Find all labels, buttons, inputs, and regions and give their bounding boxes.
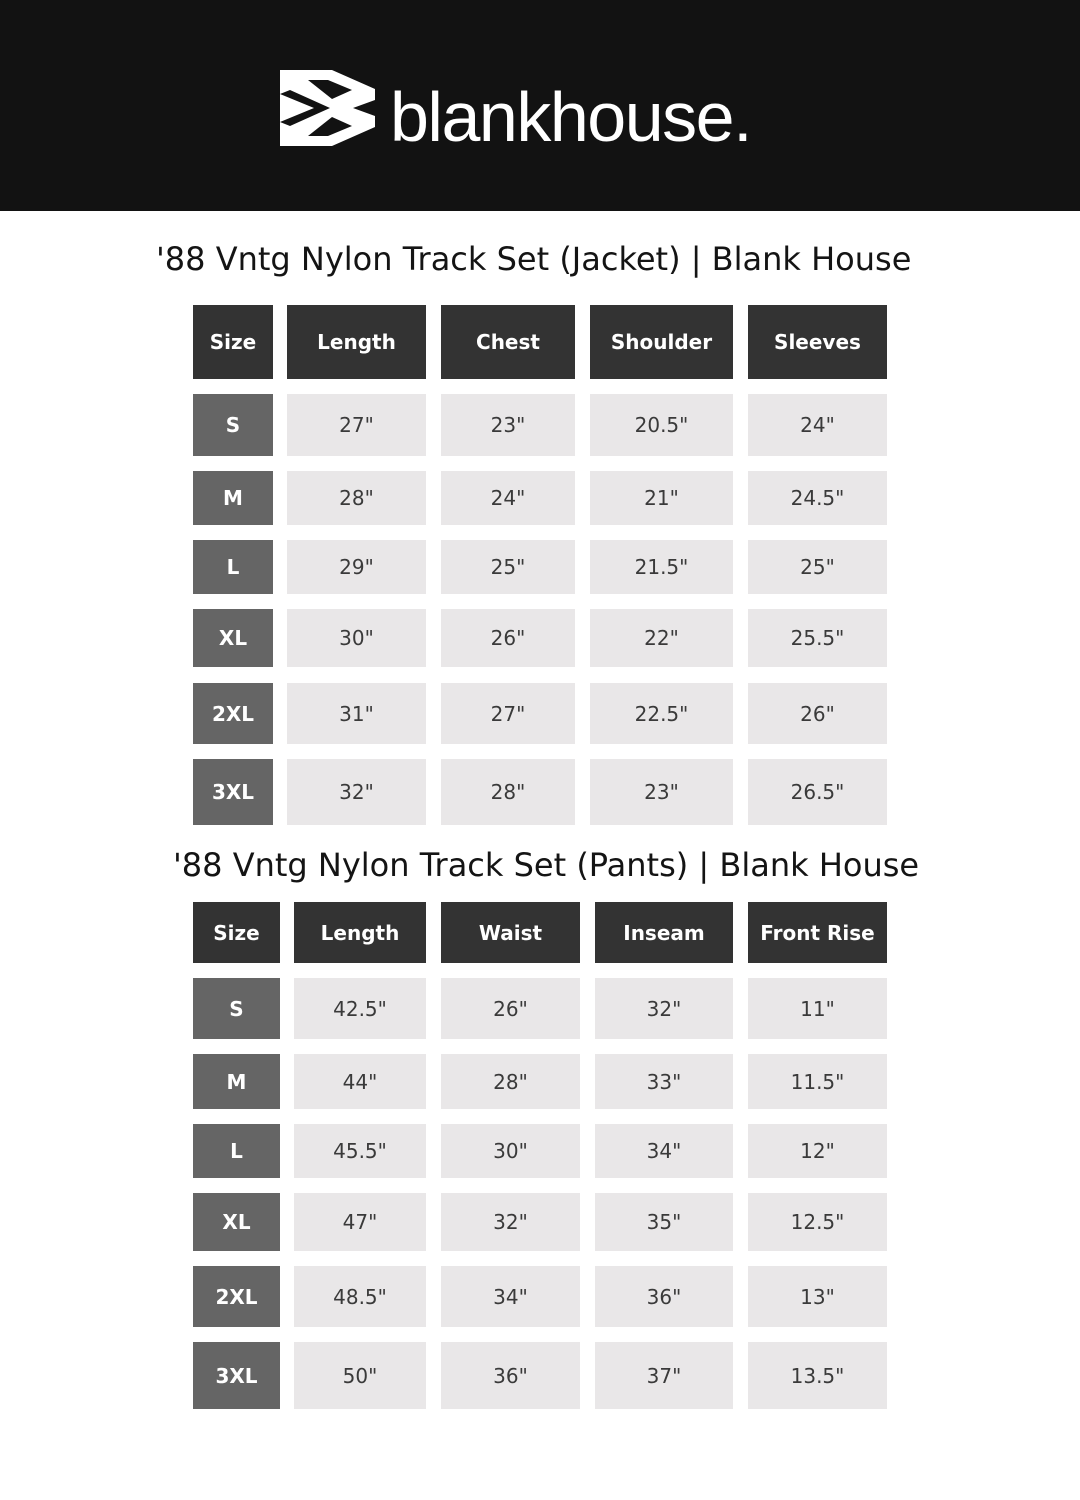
pants-size-label: 3XL [193,1342,280,1409]
jacket-measurement-cell: 24" [441,471,575,525]
pants-measurement-cell: 12.5" [748,1193,887,1251]
pants-column-header: Inseam [595,902,733,963]
blankhouse-logo-icon [280,70,375,146]
pants-measurement-cell: 32" [595,978,733,1039]
pants-measurement-cell: 45.5" [294,1124,426,1178]
jacket-measurement-cell: 30" [287,609,426,667]
jacket-measurement-cell: 20.5" [590,394,733,456]
pants-table-title: '88 Vntg Nylon Track Set (Pants) | Blank House [173,846,920,884]
pants-measurement-cell: 47" [294,1193,426,1251]
pants-size-label: 2XL [193,1266,280,1327]
jacket-table-title: '88 Vntg Nylon Track Set (Jacket) | Blank House [156,240,912,278]
jacket-measurement-cell: 25.5" [748,609,887,667]
pants-size-label: S [193,978,280,1039]
jacket-measurement-cell: 31" [287,683,426,744]
jacket-size-label: S [193,394,273,456]
pants-measurement-cell: 32" [441,1193,580,1251]
jacket-measurement-cell: 22.5" [590,683,733,744]
jacket-measurement-cell: 25" [441,540,575,594]
jacket-column-header: Shoulder [590,305,733,379]
pants-size-label: M [193,1054,280,1109]
jacket-measurement-cell: 23" [441,394,575,456]
jacket-measurement-cell: 24.5" [748,471,887,525]
jacket-size-label: 2XL [193,683,273,744]
jacket-measurement-cell: 28" [441,759,575,825]
jacket-measurement-cell: 21" [590,471,733,525]
pants-measurement-cell: 34" [595,1124,733,1178]
pants-column-header: Front Rise [748,902,887,963]
jacket-measurement-cell: 27" [441,683,575,744]
jacket-measurement-cell: 26" [748,683,887,744]
jacket-column-header: Sleeves [748,305,887,379]
pants-size-label: L [193,1124,280,1178]
jacket-measurement-cell: 28" [287,471,426,525]
pants-measurement-cell: 28" [441,1054,580,1109]
pants-measurement-cell: 44" [294,1054,426,1109]
pants-column-header: Waist [441,902,580,963]
pants-measurement-cell: 36" [595,1266,733,1327]
jacket-measurement-cell: 26.5" [748,759,887,825]
pants-measurement-cell: 33" [595,1054,733,1109]
brand-header [0,0,1080,211]
pants-measurement-cell: 35" [595,1193,733,1251]
jacket-size-label: 3XL [193,759,273,825]
pants-column-header: Size [193,902,280,963]
jacket-measurement-cell: 22" [590,609,733,667]
pants-measurement-cell: 11.5" [748,1054,887,1109]
pants-measurement-cell: 50" [294,1342,426,1409]
pants-measurement-cell: 13.5" [748,1342,887,1409]
pants-measurement-cell: 37" [595,1342,733,1409]
pants-measurement-cell: 30" [441,1124,580,1178]
pants-measurement-cell: 42.5" [294,978,426,1039]
jacket-measurement-cell: 27" [287,394,426,456]
pants-measurement-cell: 26" [441,978,580,1039]
jacket-measurement-cell: 21.5" [590,540,733,594]
jacket-measurement-cell: 23" [590,759,733,825]
jacket-column-header: Length [287,305,426,379]
jacket-size-label: XL [193,609,273,667]
jacket-size-label: L [193,540,273,594]
jacket-measurement-cell: 24" [748,394,887,456]
pants-measurement-cell: 13" [748,1266,887,1327]
pants-measurement-cell: 12" [748,1124,887,1178]
jacket-measurement-cell: 25" [748,540,887,594]
pants-size-label: XL [193,1193,280,1251]
pants-measurement-cell: 34" [441,1266,580,1327]
pants-column-header: Length [294,902,426,963]
brand-name: blankhouse. [390,78,752,156]
jacket-size-label: M [193,471,273,525]
jacket-column-header: Chest [441,305,575,379]
jacket-measurement-cell: 29" [287,540,426,594]
pants-measurement-cell: 11" [748,978,887,1039]
jacket-column-header: Size [193,305,273,379]
jacket-measurement-cell: 26" [441,609,575,667]
pants-measurement-cell: 48.5" [294,1266,426,1327]
pants-measurement-cell: 36" [441,1342,580,1409]
jacket-measurement-cell: 32" [287,759,426,825]
